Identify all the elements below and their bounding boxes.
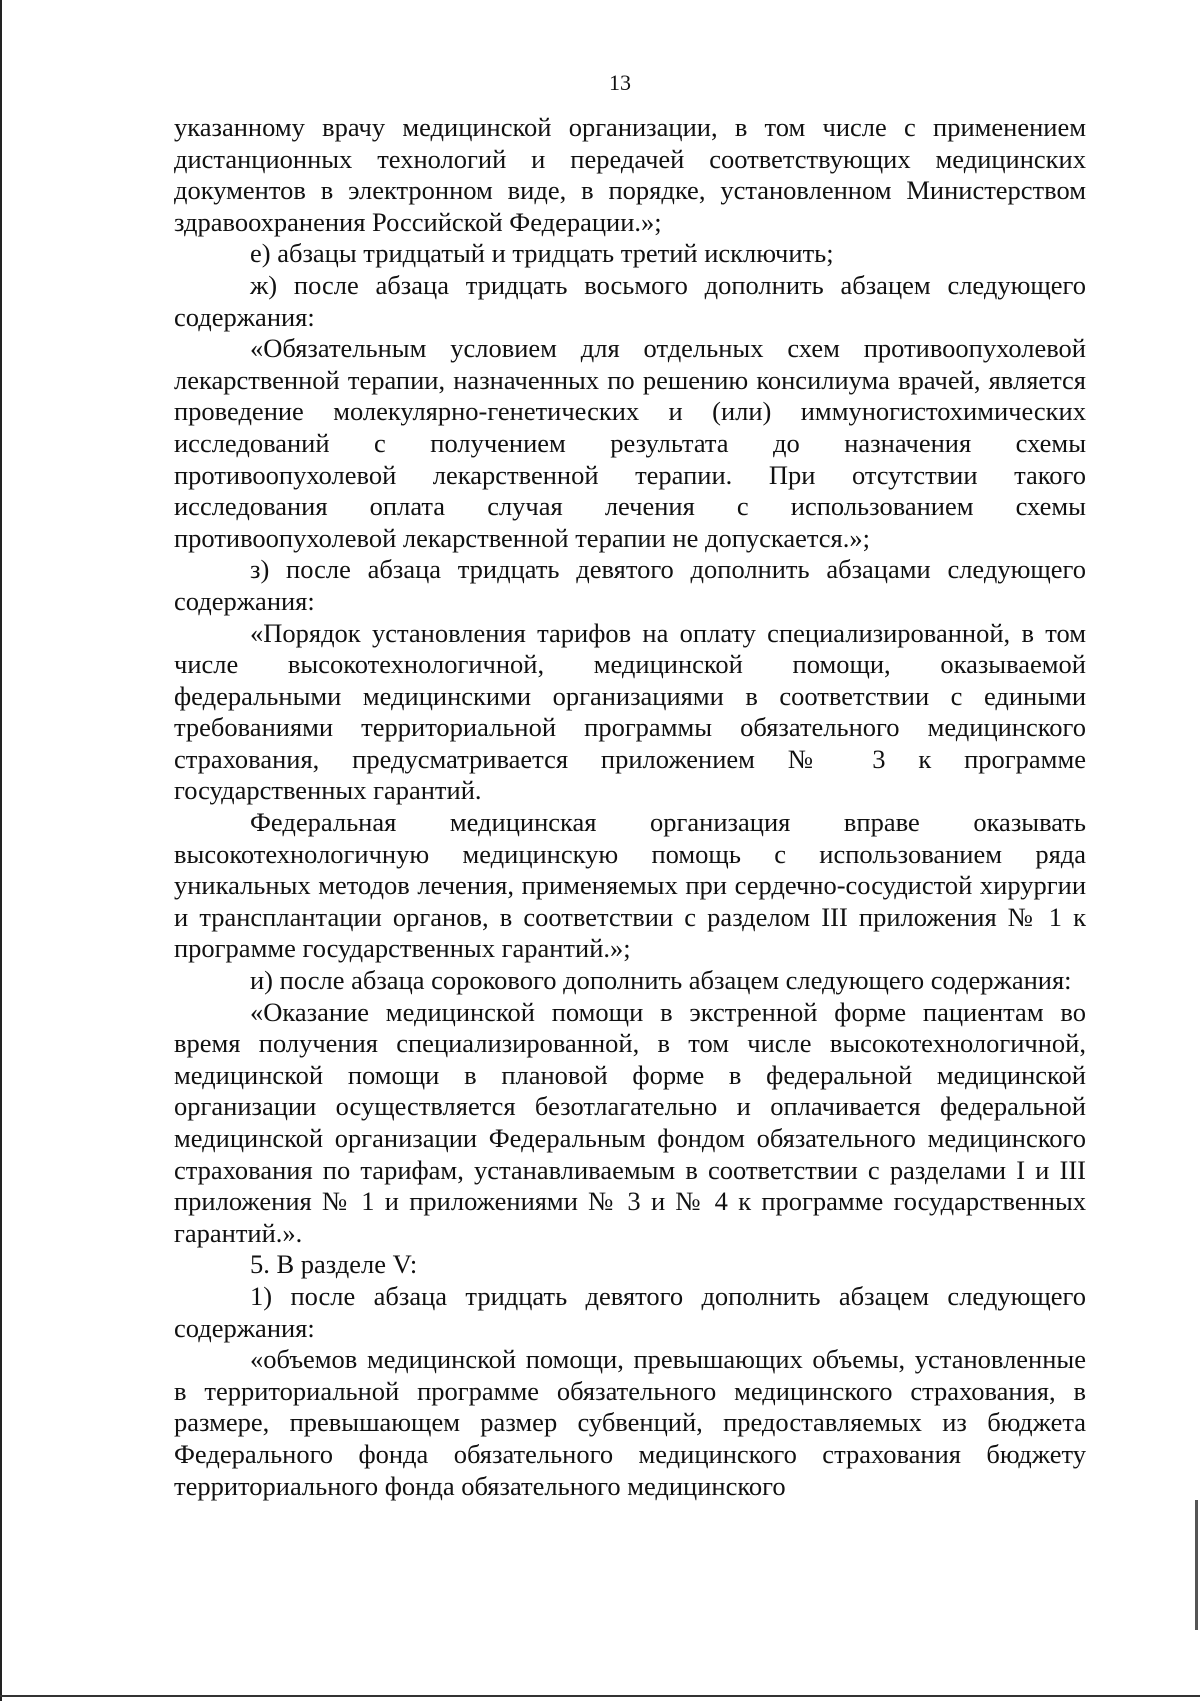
paragraph-quote-mandatory-condition: «Обязательным условием для отдельных схем противоопухолевой лекарственной терапии, назначенных по решению консилиума врачей, является проведение молекулярно-генетических и (или) иммуногистохимических исследований с получением результата до назначения схемы противоопухолевой лекарственной терапии. При отсутствии такого исследования оплата случая лечения с использованием схемы противоопухолевой лекарственной терапии не допускается.»; xyxy=(174,333,1086,553)
paragraph-quote-volumes: «объемов медицинской помощи, превышающих объемы, установленные в территориальной программе обязательного медицинского страхования, в размере, превышающем размер субвенций, предоставляемых из бюджета Федерального фонда обязательного медицинского страхования бюджету территориального фонда обязательного медицинского xyxy=(174,1344,1086,1501)
scan-edge-left xyxy=(0,0,2,1701)
paragraph-item-zh: ж) после абзаца тридцать восьмого дополнить абзацем следующего содержания: xyxy=(174,269,1086,332)
scan-edge-right-mark xyxy=(1195,1500,1198,1630)
paragraph-federal-organization: Федеральная медицинская организация вправе оказывать высокотехнологичную медицинскую помощь с использованием ряда уникальных методов лечения, применяемых при сердечно-сосудистой хирургии и трансплантации органов, в соответствии с разделом III приложения № 1 к программе государственных гарантий.»; xyxy=(174,807,1086,964)
page-number: 13 xyxy=(609,70,631,95)
scan-edge-bottom xyxy=(0,1695,1200,1697)
paragraph-quote-tariff-procedure: «Порядок установления тарифов на оплату специализированной, в том числе высокотехнологичной, медицинской помощи, оказываемой федеральными медицинскими организациями в соответствии с едиными требованиями территориальной программы обязательного медицинского страхования, предусматривается приложением № 3 к программе государственных гарантий. xyxy=(174,617,1086,806)
paragraph-quote-emergency-care: «Оказание медицинской помощи в экстренной форме пациентам во время получения специализированной, в том числе высокотехнологичной, медицинской помощи в плановой форме в федеральной медицинской организации осуществляется безотлагательно и оплачивается федеральной медицинской организации Федеральным фондом обязательного медицинского страхования по тарифам, устанавливаемым в соответствии с разделами I и III приложения № 1 и приложениями № 3 и № 4 к программе государственных гарантий.». xyxy=(174,996,1086,1248)
paragraph-continuation: указанному врачу медицинской организации, в том числе с применением дистанционных технологий и передачей соответствующих медицинских документов в электронном виде, в порядке, установленном Министерством здравоохранения Российской Федерации.»; xyxy=(174,112,1086,237)
paragraph-item-1: 1) после абзаца тридцать девятого дополнить абзацем следующего содержания: xyxy=(174,1280,1086,1343)
paragraph-item-e: е) абзацы тридцатый и тридцать третий исключить; xyxy=(250,238,834,269)
paragraph-section-5: 5. В разделе V: xyxy=(250,1249,418,1280)
document-body xyxy=(174,112,1086,1502)
paragraph-item-i: и) после абзаца сорокового дополнить абзацем следующего содержания: xyxy=(250,965,1072,996)
paragraph-item-z: з) после абзаца тридцать девятого дополнить абзацами следующего содержания: xyxy=(174,554,1086,616)
